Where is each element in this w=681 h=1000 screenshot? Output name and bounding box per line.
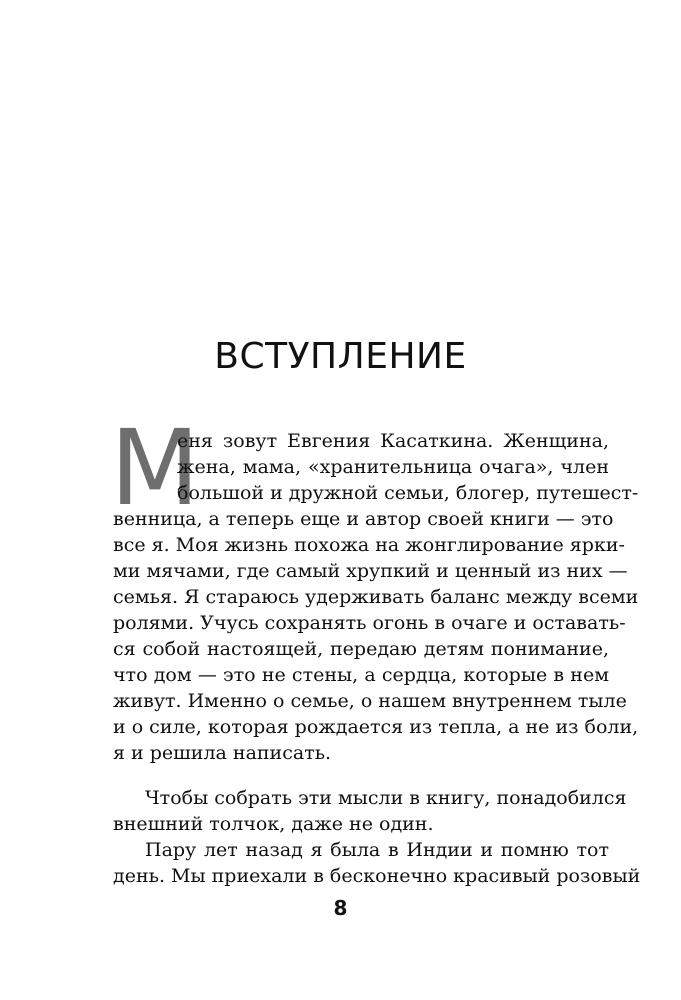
text-line: жена, мама, «хранительница очага», член: [177, 456, 609, 478]
text-line: семья. Я стараюсь удерживать баланс между всеми: [113, 586, 639, 608]
text-line: внешний толчок, даже не один.: [113, 813, 434, 835]
text-line: еня зовут Евгения Касаткина. Женщина,: [177, 430, 609, 452]
text-line: я и решила написать.: [113, 742, 332, 764]
page-number: 8: [333, 896, 348, 920]
text-line: ролями. Учусь сохранять огонь в очаге и оставать-: [113, 612, 626, 634]
text-line: живут. Именно о семье, о нашем внутреннем тыле: [113, 690, 627, 712]
text-line: большой и дружной семьи, блогер, путешест-: [177, 482, 639, 504]
text-line: что дом — это не стены, а сердца, которые в нем: [113, 664, 609, 686]
text-line: и о силе, которая рождается из тепла, а не из боли,: [113, 716, 639, 738]
text-line: ми мячами, где самый хрупкий и ценный из них —: [113, 560, 628, 582]
drop-cap-letter: М: [110, 407, 200, 529]
text-line: день. Мы приехали в бесконечно красивый розовый: [113, 865, 641, 887]
text-line: Чтобы собрать эти мысли в книгу, понадобился: [145, 787, 627, 809]
text-line: все я. Моя жизнь похожа на жонглирование ярки-: [113, 534, 625, 556]
text-line: Пару лет назад я была в Индии и помню тот: [145, 839, 609, 861]
text-line: ся собой настоящей, передаю детям понимание,: [113, 638, 609, 660]
text-line: венница, а теперь еще и автор своей книги — это: [113, 508, 614, 530]
chapter-heading: ВСТУПЛЕНИЕ: [214, 336, 467, 377]
